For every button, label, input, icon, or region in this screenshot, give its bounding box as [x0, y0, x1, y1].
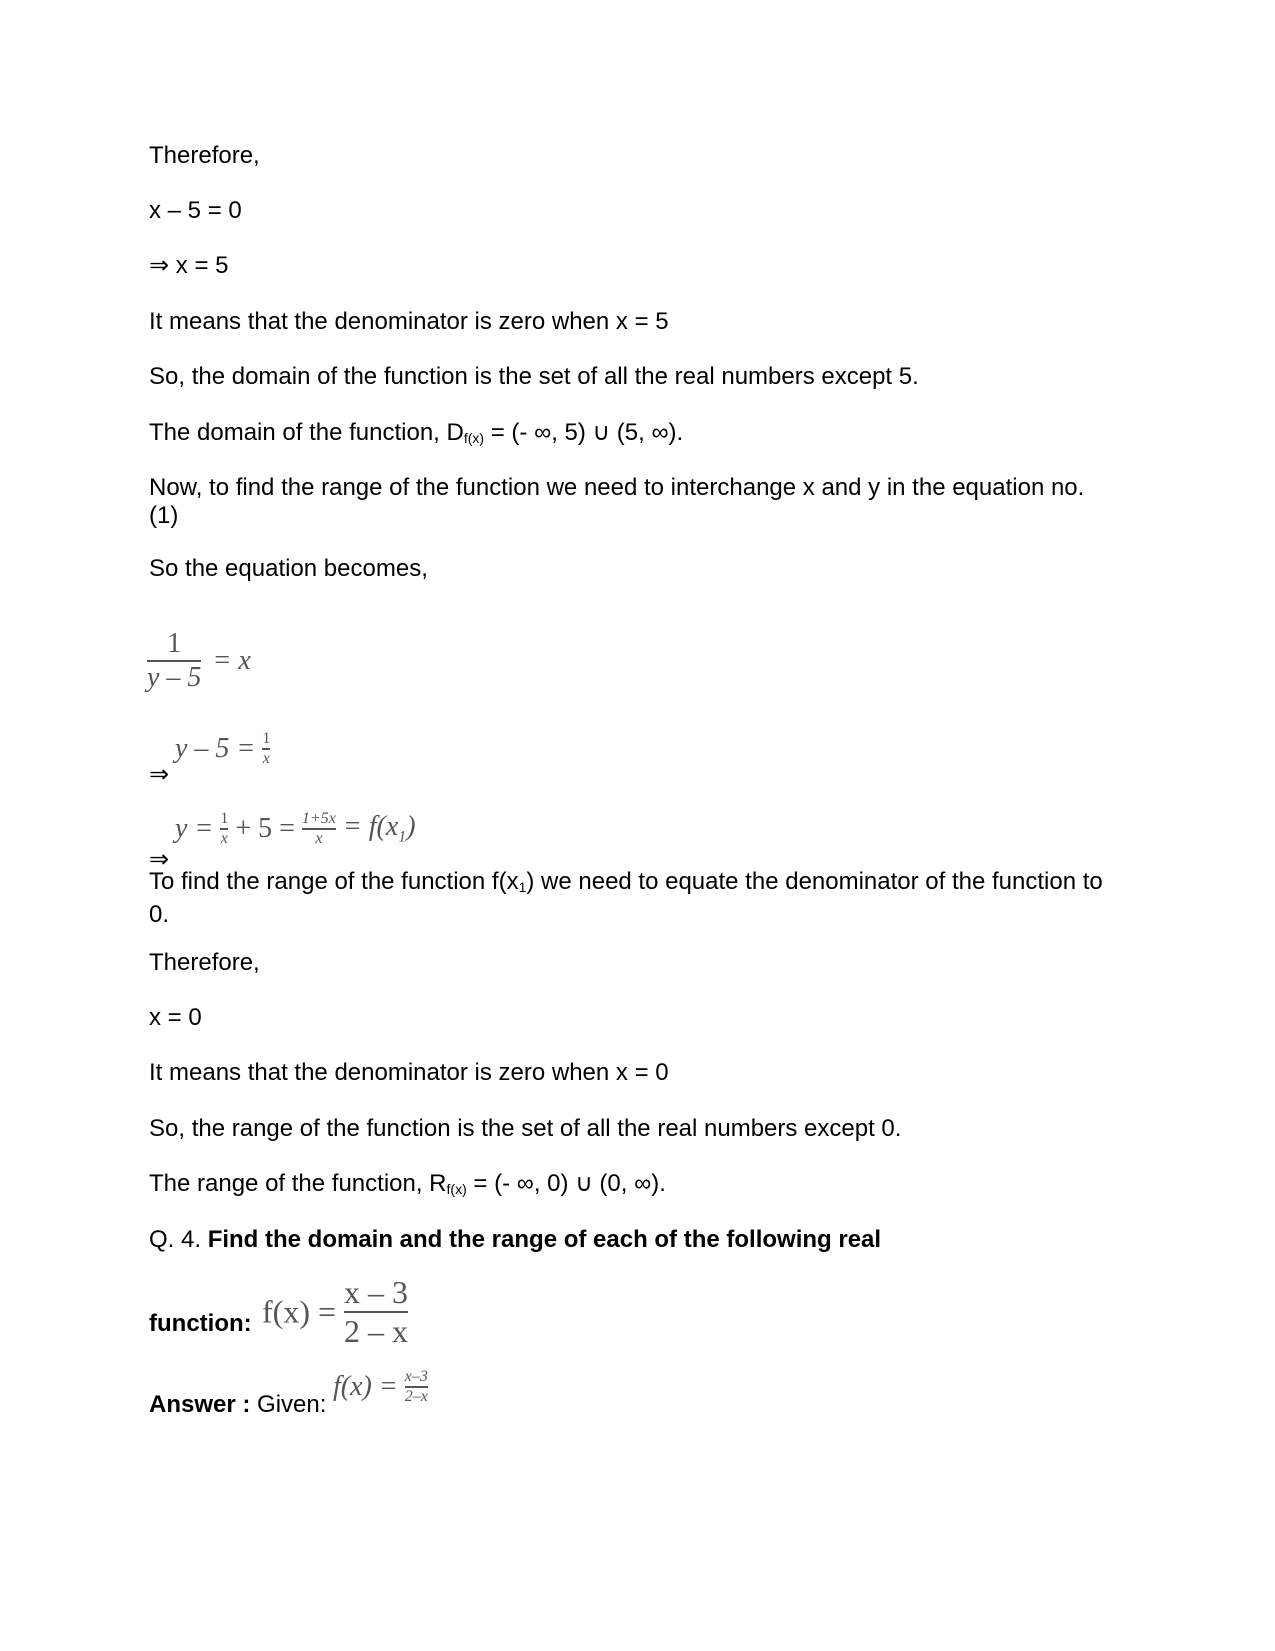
- question-heading: [149, 1226, 881, 1254]
- equation-lhs: y – 5 =: [175, 733, 256, 764]
- implies-arrow: ⇒: [149, 846, 170, 873]
- text-line: So the equation becomes,: [149, 555, 428, 582]
- question-text: Find the domain and the range of each of the following real: [207, 1226, 882, 1253]
- paragraph: Now, to find the range of the function we need to interchange x and y in the equation no. (1): [149, 474, 1085, 529]
- numerator: 1+5x: [301, 810, 336, 827]
- equation-term: + 5 =: [235, 813, 295, 844]
- numerator: 1: [167, 628, 182, 659]
- equation-2: [175, 730, 270, 768]
- fraction: [344, 1274, 408, 1350]
- text-segment: = (- ∞, 0) ∪ (0, ∞).: [466, 1170, 666, 1197]
- text-segment: ) we need to equate the denominator of the function to 0.: [149, 868, 1103, 928]
- question-equation: [262, 1274, 408, 1350]
- text-line: So, the range of the function is the set of all the real numbers except 0.: [149, 1115, 902, 1142]
- fraction: [262, 730, 270, 768]
- numerator: 1: [220, 810, 229, 827]
- subscript: f(x): [463, 430, 485, 446]
- paragraph: [149, 868, 1109, 929]
- equation-lhs: f(x) =: [333, 1371, 398, 1402]
- text-segment: ): [406, 811, 416, 843]
- equation-lhs: f(x) =: [262, 1293, 337, 1330]
- bold-text: function:: [149, 1310, 252, 1337]
- text-segment: = (- ∞, 5) ∪ (5, ∞).: [484, 419, 684, 446]
- implies-arrow: ⇒: [149, 761, 170, 788]
- text-line: It means that the denominator is zero when x = 0: [149, 1059, 669, 1086]
- fraction: [220, 810, 228, 848]
- denominator: x: [262, 750, 270, 767]
- answer-line: [149, 1391, 326, 1419]
- fraction: [405, 1368, 428, 1406]
- subscript: 1: [398, 828, 407, 846]
- denominator: 2–x: [404, 1388, 428, 1405]
- equation-lhs: y =: [175, 813, 214, 844]
- numerator: x – 3: [344, 1274, 409, 1310]
- range-statement: [149, 1170, 666, 1203]
- text-segment: To find the range of the function f(x: [149, 868, 519, 895]
- text-segment: = f(x: [342, 811, 399, 843]
- numerator: x–3: [404, 1368, 428, 1385]
- question-label: [149, 1310, 252, 1338]
- denominator: x: [315, 830, 323, 847]
- fraction: [302, 810, 336, 848]
- denominator: y – 5: [147, 662, 202, 693]
- equation-3: [175, 810, 416, 848]
- equation-rhs: [342, 811, 416, 846]
- question-number: Q. 4.: [149, 1226, 208, 1253]
- subscript: 1: [518, 879, 527, 895]
- denominator: x: [220, 830, 228, 847]
- subscript: f(x): [446, 1181, 467, 1197]
- text-line: x = 0: [149, 1004, 202, 1031]
- text-segment: The domain of the function, D: [149, 419, 464, 446]
- numerator: 1: [262, 730, 271, 747]
- fraction: [147, 628, 201, 694]
- text-line: So, the domain of the function is the set of all the real numbers except 5.: [149, 363, 919, 390]
- answer-label: Answer :: [149, 1391, 258, 1418]
- text-line: It means that the denominator is zero when x = 5: [149, 308, 669, 335]
- equation-rhs: = x: [212, 645, 251, 676]
- text-segment: The range of the function, R: [149, 1170, 447, 1197]
- text-line: ⇒ x = 5: [149, 252, 229, 279]
- text-line: Therefore,: [149, 949, 260, 976]
- text-segment: Given:: [257, 1391, 327, 1418]
- equation-1: [147, 628, 251, 694]
- text-line: x – 5 = 0: [149, 197, 242, 224]
- domain-statement: [149, 419, 683, 452]
- answer-equation: [333, 1368, 428, 1406]
- text-line: Therefore,: [149, 142, 260, 169]
- denominator: 2 – x: [344, 1313, 409, 1349]
